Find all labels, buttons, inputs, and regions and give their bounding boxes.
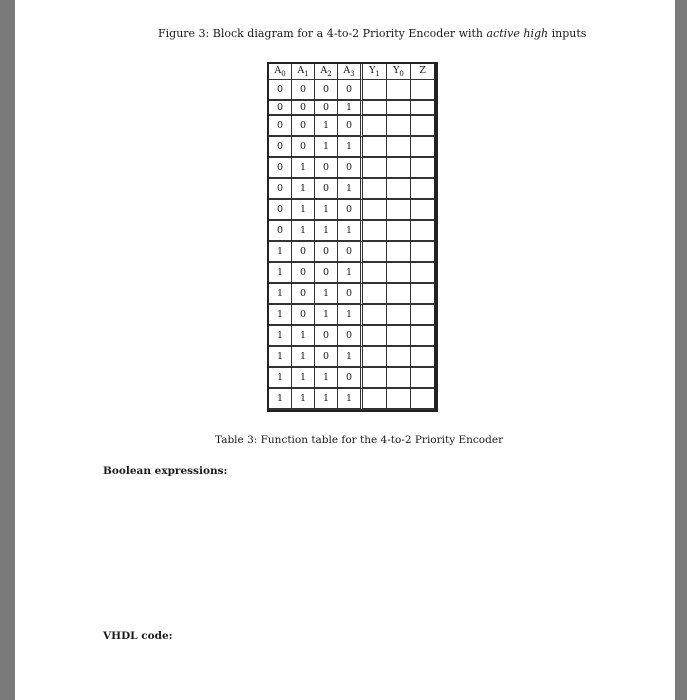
table-row — [269, 221, 436, 242]
output-cell-blank — [411, 179, 436, 200]
input-cell: 1 — [315, 137, 338, 158]
output-cell-blank — [363, 200, 387, 221]
output-cell-blank — [387, 80, 411, 101]
input-cell: 0 — [269, 158, 292, 179]
figure-caption: Figure 3: Block diagram for a 4-to-2 Priority Encoder with active high inputs — [158, 27, 587, 40]
input-cell: 1 — [269, 305, 292, 326]
output-cell-blank — [387, 137, 411, 158]
output-cell-blank — [363, 158, 387, 179]
input-cell: 0 — [292, 137, 315, 158]
output-cell-blank — [363, 116, 387, 137]
input-cell: 1 — [338, 347, 363, 368]
output-cell-blank — [411, 242, 436, 263]
input-cell: 1 — [338, 389, 363, 410]
output-cell-blank — [411, 284, 436, 305]
input-cell: 0 — [292, 242, 315, 263]
table-row — [269, 101, 436, 116]
output-cell-blank — [411, 305, 436, 326]
table-row — [269, 137, 436, 158]
output-cell-blank — [411, 200, 436, 221]
output-cell-blank — [411, 368, 436, 389]
table-row — [269, 116, 436, 137]
input-cell: 0 — [292, 116, 315, 137]
table-row — [269, 200, 436, 221]
input-cell: 1 — [338, 221, 363, 242]
table-row — [269, 242, 436, 263]
input-cell: 1 — [292, 200, 315, 221]
boolean-expressions-label: Boolean expressions: — [103, 465, 228, 477]
input-cell: 0 — [315, 158, 338, 179]
input-cell: 1 — [269, 347, 292, 368]
input-cell: 0 — [338, 200, 363, 221]
output-cell-blank — [387, 326, 411, 347]
table-row — [269, 179, 436, 200]
input-cell: 0 — [269, 137, 292, 158]
column-header: Z — [411, 64, 436, 80]
output-cell-blank — [387, 200, 411, 221]
output-cell-blank — [411, 326, 436, 347]
vhdl-code-label: VHDL code: — [103, 630, 173, 642]
output-cell-blank — [387, 368, 411, 389]
column-header: $Y_0$ — [387, 64, 411, 80]
output-cell-blank — [363, 389, 387, 410]
output-cell-blank — [387, 158, 411, 179]
table-row — [269, 368, 436, 389]
input-cell: 1 — [269, 389, 292, 410]
output-cell-blank — [363, 347, 387, 368]
input-cell: 0 — [269, 80, 292, 101]
input-cell: 1 — [292, 368, 315, 389]
input-cell: 0 — [315, 179, 338, 200]
input-cell: 1 — [315, 116, 338, 137]
output-cell-blank — [411, 101, 436, 116]
input-cell: 1 — [338, 179, 363, 200]
output-cell-blank — [387, 242, 411, 263]
table-row — [269, 284, 436, 305]
output-cell-blank — [387, 263, 411, 284]
output-cell-blank — [387, 305, 411, 326]
input-cell: 1 — [269, 368, 292, 389]
input-cell: 1 — [269, 284, 292, 305]
column-header: $A_2$ — [315, 64, 338, 80]
input-cell: 0 — [338, 242, 363, 263]
column-header: $A_3$ — [338, 64, 363, 80]
output-cell-blank — [411, 137, 436, 158]
input-cell: 0 — [315, 347, 338, 368]
column-header: $A_0$ — [269, 64, 292, 80]
input-cell: 1 — [315, 284, 338, 305]
table-row — [269, 263, 436, 284]
output-cell-blank — [387, 347, 411, 368]
input-cell: 0 — [315, 80, 338, 101]
input-cell: 1 — [338, 263, 363, 284]
input-cell: 1 — [292, 179, 315, 200]
output-cell-blank — [363, 326, 387, 347]
output-cell-blank — [363, 137, 387, 158]
output-cell-blank — [411, 263, 436, 284]
input-cell: 1 — [338, 137, 363, 158]
input-cell: 0 — [315, 263, 338, 284]
input-cell: 1 — [292, 389, 315, 410]
input-cell: 1 — [269, 242, 292, 263]
output-cell-blank — [411, 389, 436, 410]
table-row — [269, 347, 436, 368]
input-cell: 0 — [269, 179, 292, 200]
input-cell: 1 — [315, 221, 338, 242]
input-cell: 1 — [292, 158, 315, 179]
input-cell: 0 — [315, 326, 338, 347]
output-cell-blank — [387, 389, 411, 410]
output-cell-blank — [411, 347, 436, 368]
figure-caption-emphasis: active high — [486, 27, 549, 40]
function-table — [267, 62, 438, 412]
input-cell: 0 — [292, 305, 315, 326]
output-cell-blank — [411, 80, 436, 101]
input-cell: 1 — [315, 368, 338, 389]
input-cell: 1 — [269, 263, 292, 284]
input-cell: 0 — [292, 80, 315, 101]
output-cell-blank — [411, 221, 436, 242]
output-cell-blank — [387, 116, 411, 137]
input-cell: 1 — [315, 305, 338, 326]
output-cell-blank — [387, 101, 411, 116]
output-cell-blank — [363, 101, 387, 116]
table-row — [269, 389, 436, 410]
output-cell-blank — [363, 368, 387, 389]
input-cell: 0 — [269, 116, 292, 137]
table-row — [269, 80, 436, 101]
output-cell-blank — [363, 305, 387, 326]
input-cell: 0 — [269, 200, 292, 221]
input-cell: 0 — [269, 221, 292, 242]
output-cell-blank — [387, 221, 411, 242]
output-cell-blank — [363, 221, 387, 242]
table-row — [269, 326, 436, 347]
document-page — [15, 0, 675, 700]
input-cell: 1 — [269, 326, 292, 347]
input-cell: 0 — [338, 284, 363, 305]
input-cell: 1 — [292, 221, 315, 242]
input-cell: 1 — [292, 347, 315, 368]
table-caption: Table 3: Function table for the 4-to-2 Priority Encoder — [215, 434, 504, 446]
input-cell: 0 — [338, 158, 363, 179]
input-cell: 0 — [338, 116, 363, 137]
input-cell: 0 — [315, 242, 338, 263]
output-cell-blank — [387, 284, 411, 305]
table-row — [269, 305, 436, 326]
input-cell: 0 — [292, 284, 315, 305]
table-row — [269, 158, 436, 179]
input-cell: 1 — [315, 200, 338, 221]
output-cell-blank — [411, 116, 436, 137]
input-cell: 0 — [292, 263, 315, 284]
input-cell: 0 — [315, 101, 338, 116]
output-cell-blank — [363, 263, 387, 284]
function-table-container — [267, 62, 438, 412]
input-cell: 1 — [338, 101, 363, 116]
output-cell-blank — [363, 80, 387, 101]
output-cell-blank — [387, 179, 411, 200]
input-cell: 0 — [338, 80, 363, 101]
output-cell-blank — [363, 284, 387, 305]
input-cell: 0 — [338, 326, 363, 347]
input-cell: 0 — [269, 101, 292, 116]
input-cell: 0 — [338, 368, 363, 389]
column-header: $Y_1$ — [363, 64, 387, 80]
input-cell: 1 — [315, 389, 338, 410]
input-cell: 0 — [292, 101, 315, 116]
input-cell: 1 — [338, 305, 363, 326]
output-cell-blank — [363, 179, 387, 200]
table-header-row — [269, 64, 436, 80]
output-cell-blank — [411, 158, 436, 179]
input-cell: 1 — [292, 326, 315, 347]
column-header: $A_1$ — [292, 64, 315, 80]
output-cell-blank — [363, 242, 387, 263]
